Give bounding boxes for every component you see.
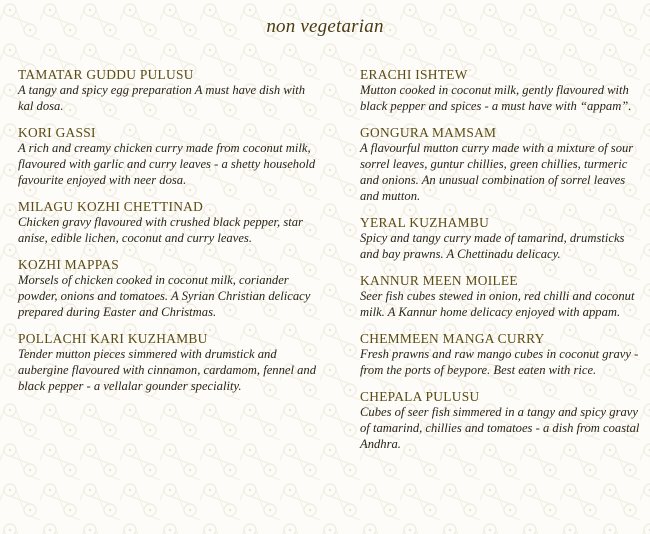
menu-item	[18, 257, 318, 320]
menu-item-description: Fresh prawns and raw mango cubes in coconut gravy - from the ports of beypore. Best eaten with rice.	[360, 347, 639, 377]
menu-item	[360, 125, 645, 204]
menu-item-name: TAMATAR GUDDU PULUSU	[18, 67, 194, 82]
menu-item-name: YERAL KUZHAMBU	[360, 215, 490, 230]
menu-item-name: CHEPALA PULUSU	[360, 389, 480, 404]
menu-item	[360, 331, 645, 378]
menu-item-description: A tangy and spicy egg preparation A must have dish with kal dosa.	[18, 83, 306, 113]
menu-item	[360, 67, 645, 114]
menu-item	[18, 331, 318, 394]
menu-item	[360, 215, 645, 262]
menu-item	[18, 199, 318, 246]
menu-item-description: Tender mutton pieces simmered with drumstick and aubergine flavoured with cinnamon, cardamom, fennel and black pepper - a vellalar gounder speciality.	[18, 347, 317, 393]
menu-item-description: Seer fish cubes stewed in onion, red chilli and coconut milk. A Kannur home delicacy enjoyed with appam.	[360, 289, 635, 319]
menu-item-name: POLLACHI KARI KUZHAMBU	[18, 331, 208, 346]
menu-column-left	[18, 67, 318, 405]
menu-item-name: MILAGU KOZHI CHETTINAD	[18, 199, 204, 214]
menu-item	[360, 273, 645, 320]
menu-item-description: Morsels of chicken cooked in coconut milk, coriander powder, onions and tomatoes. A Syrian Christian delicacy prepared during Easter and Christmas.	[18, 273, 311, 319]
menu-item-name: KORI GASSI	[18, 125, 96, 140]
menu-item-description: A rich and creamy chicken curry made from coconut milk, flavoured with garlic and curry leaves - a shetty household favourite enjoyed with neer dosa.	[18, 141, 316, 187]
menu-item-name: KOZHI MAPPAS	[18, 257, 119, 272]
menu-item-description: Mutton cooked in coconut milk, gently flavoured with black pepper and spices - a must have with “appam”.	[360, 83, 632, 113]
menu-item	[360, 389, 645, 452]
menu-item-description: Spicy and tangy curry made of tamarind, drumsticks and bay prawns. A Chettinadu delicacy.	[360, 231, 625, 261]
menu-item-description: Cubes of seer fish simmered in a tangy and spicy gravy of tamarind, chillies and tomatoes - a dish from coastal Andhra.	[360, 405, 640, 451]
menu-item-description: Chicken gravy flavoured with crushed black pepper, star anise, edible lichen, coconut and curry leaves.	[18, 215, 303, 245]
menu-item	[18, 67, 318, 114]
menu-column-right	[360, 67, 645, 463]
section-title: non vegetarian	[266, 16, 384, 37]
menu-item-name: CHEMMEEN MANGA CURRY	[360, 331, 545, 346]
menu-item-description: A flavourful mutton curry made with a mixture of sour sorrel leaves, guntur chillies, green chillies, turmeric and onions. An unusual combination of sorrel leaves and mutton.	[360, 141, 634, 203]
menu-item-name: ERACHI ISHTEW	[360, 67, 468, 82]
menu-item-name: GONGURA MAMSAM	[360, 125, 497, 140]
menu-item	[18, 125, 318, 188]
menu-item-name: KANNUR MEEN MOILEE	[360, 273, 518, 288]
